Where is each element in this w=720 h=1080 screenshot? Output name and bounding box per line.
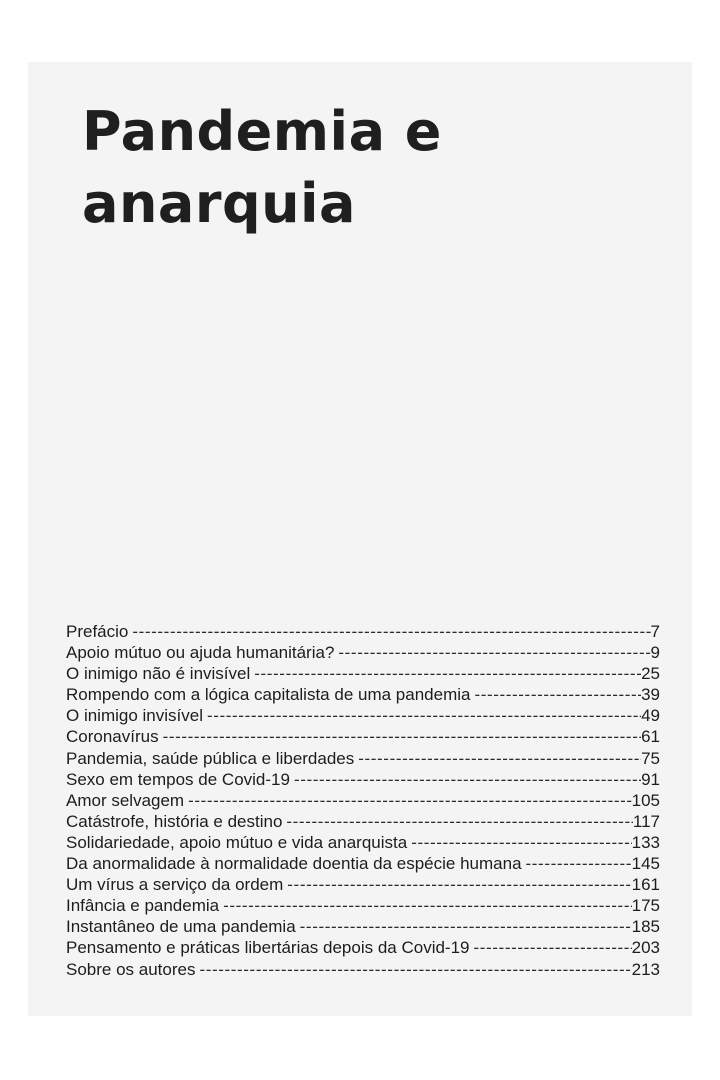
toc-entry-page: 185 <box>631 917 660 937</box>
toc-entry-title: Catástrofe, história e destino <box>66 811 283 831</box>
table-of-contents <box>66 621 660 980</box>
toc-leader <box>474 684 641 705</box>
toc-leader <box>163 726 641 747</box>
toc-entry-title: O inimigo invisível <box>66 706 203 726</box>
toc-entry-page: 25 <box>641 664 660 684</box>
toc-entry <box>66 621 660 642</box>
toc-entry <box>66 748 660 769</box>
toc-entry-title: Infância e pandemia <box>66 896 220 916</box>
toc-entry-page: 203 <box>631 938 660 958</box>
toc-leader <box>199 959 631 980</box>
toc-entry-title: Instantâneo de uma pandemia <box>66 917 296 937</box>
book-title-line-1: Pandemia e <box>82 100 442 163</box>
toc-leader <box>294 769 641 790</box>
toc-leader <box>207 705 641 726</box>
toc-entry <box>66 726 660 747</box>
toc-entry <box>66 937 660 958</box>
toc-entry-title: Apoio mútuo ou ajuda humanitária? <box>66 643 335 663</box>
toc-entry-page: 145 <box>631 854 660 874</box>
toc-leader <box>411 832 631 853</box>
toc-entry-title: Da anormalidade à normalidade doentia da espécie humana <box>66 854 522 874</box>
toc-entry-title: Rompendo com a lógica capitalista de uma pandemia <box>66 685 471 705</box>
toc-leader <box>474 937 632 958</box>
toc-entry <box>66 684 660 705</box>
toc-entry-page: 117 <box>632 811 660 831</box>
toc-leader <box>254 663 641 684</box>
toc-entry-title: Um vírus a serviço da ordem <box>66 875 284 895</box>
toc-entry <box>66 874 660 895</box>
toc-entry <box>66 642 660 663</box>
toc-leader <box>286 811 632 832</box>
toc-entry <box>66 769 660 790</box>
toc-leader <box>526 853 632 874</box>
toc-leader <box>188 790 632 811</box>
toc-entry-title: Sobre os autores <box>66 959 196 979</box>
toc-entry-title: Coronavírus <box>66 727 159 747</box>
toc-leader <box>358 748 641 769</box>
toc-entry <box>66 832 660 853</box>
toc-leader <box>287 874 631 895</box>
toc-entry-page: 175 <box>631 896 660 916</box>
toc-entry-page: 105 <box>631 790 660 810</box>
toc-entry-title: Sexo em tempos de Covid-19 <box>66 769 290 789</box>
toc-leader <box>338 642 650 663</box>
toc-entry-title: Pensamento e práticas libertárias depois da Covid-19 <box>66 938 470 958</box>
toc-entry-page: 7 <box>650 622 660 641</box>
toc-entry-page: 133 <box>631 832 660 852</box>
toc-entry-page: 9 <box>650 643 660 663</box>
toc-entry-page: 75 <box>641 748 660 768</box>
toc-entry <box>66 916 660 937</box>
toc-leader <box>300 916 632 937</box>
book-page <box>28 62 692 1016</box>
toc-entry-page: 49 <box>641 706 660 726</box>
toc-entry-page: 39 <box>641 685 660 705</box>
toc-leader <box>223 895 632 916</box>
toc-entry <box>66 959 660 980</box>
book-title <box>82 96 442 240</box>
toc-entry <box>66 705 660 726</box>
toc-entry <box>66 811 660 832</box>
toc-entry <box>66 895 660 916</box>
toc-entry-page: 161 <box>631 875 660 895</box>
toc-entry <box>66 853 660 874</box>
toc-entry-title: Solidariedade, apoio mútuo e vida anarquista <box>66 832 408 852</box>
book-title-line-2: anarquia <box>82 172 356 235</box>
toc-entry-page: 91 <box>641 769 660 789</box>
toc-entry-title: Prefácio <box>66 622 129 641</box>
toc-entry <box>66 790 660 811</box>
toc-entry-page: 61 <box>641 727 660 747</box>
toc-entry <box>66 663 660 684</box>
toc-leader <box>132 621 650 642</box>
toc-entry-page: 213 <box>631 959 660 979</box>
toc-entry-title: Amor selvagem <box>66 790 185 810</box>
toc-entry-title: O inimigo não é invisível <box>66 664 251 684</box>
toc-entry-title: Pandemia, saúde pública e liberdades <box>66 748 355 768</box>
